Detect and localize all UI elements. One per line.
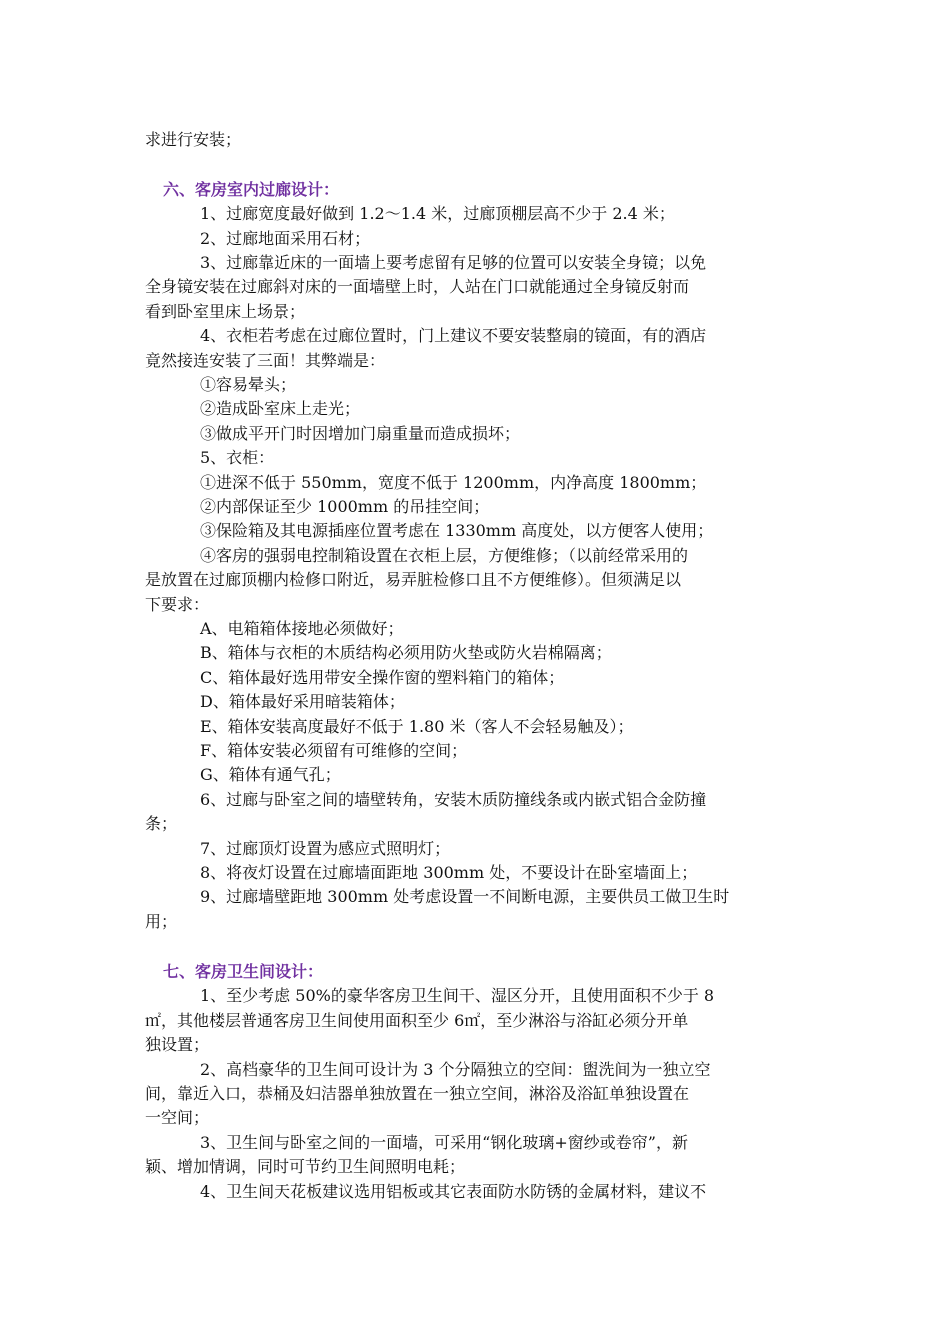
text-line: 8、将夜灯设置在过廊墙面距地 300mm 处，不要设计在卧室墙面上； bbox=[200, 863, 698, 882]
text-line: 条； bbox=[145, 814, 178, 833]
text-line: B、箱体与衣柜的木质结构必须用防火垫或防火岩棉隔离； bbox=[200, 643, 612, 662]
text-line: 看到卧室里床上场景； bbox=[145, 302, 306, 321]
text-line: C、箱体最好选用带安全操作窗的塑料箱门的箱体； bbox=[200, 668, 565, 687]
text-line: 用； bbox=[145, 912, 178, 931]
text-line: ①进深不低于 550mm，宽度不低于 1200mm，内净高度 1800mm； bbox=[200, 473, 707, 492]
text-line: ㎡，其他楼层普通客房卫生间使用面积至少 6㎡，至少淋浴与浴缸必须分开单 bbox=[145, 1011, 689, 1030]
text-line: ②内部保证至少 1000mm 的吊挂空间； bbox=[200, 497, 490, 516]
section-heading-6: 六、客房室内过廊设计： bbox=[163, 180, 340, 199]
text-line: 4、卫生间天花板建议选用铝板或其它表面防水防锈的金属材料，建议不 bbox=[200, 1182, 707, 1201]
text-line: ②造成卧室床上走光； bbox=[200, 399, 361, 418]
text-line: E、箱体安装高度最好不低于 1.80 米（客人不会轻易触及）； bbox=[200, 717, 634, 736]
text-line: 独设置； bbox=[145, 1035, 210, 1054]
text-line: 1、至少考虑 50%的豪华客房卫生间干、湿区分开，且使用面积不少于 8 bbox=[200, 986, 715, 1005]
text-line: 求进行安装； bbox=[145, 130, 242, 149]
text-line: 颖、增加情调，同时可节约卫生间照明电耗； bbox=[145, 1157, 466, 1176]
text-line: 2、过廊地面采用石材； bbox=[200, 229, 371, 248]
text-line: D、箱体最好采用暗装箱体； bbox=[200, 692, 405, 711]
text-line: ③保险箱及其电源插座位置考虑在 1330mm 高度处，以方便客人使用； bbox=[200, 521, 714, 540]
text-line: 6、过廊与卧室之间的墙壁转角，安装木质防撞线条或内嵌式铝合金防撞 bbox=[200, 790, 707, 809]
text-line: 5、衣柜： bbox=[200, 448, 275, 467]
text-line: 竟然接连安装了三面！其弊端是： bbox=[145, 351, 386, 370]
section-heading-7: 七、客房卫生间设计： bbox=[163, 962, 324, 981]
text-line: 3、过廊靠近床的一面墙上要考虑留有足够的位置可以安装全身镜；以免 bbox=[200, 253, 707, 272]
text-line: 9、过廊墙壁距地 300mm 处考虑设置一不间断电源，主要供员工做卫生时 bbox=[200, 887, 730, 906]
text-line: 7、过廊顶灯设置为感应式照明灯； bbox=[200, 839, 451, 858]
text-line: G、箱体有通气孔； bbox=[200, 765, 341, 784]
text-line: 4、衣柜若考虑在过廊位置时，门上建议不要安装整扇的镜面，有的酒店 bbox=[200, 326, 707, 345]
text-line: 一空间； bbox=[145, 1108, 210, 1127]
text-line: 全身镜安装在过廊斜对床的一面墙壁上时，人站在门口就能通过全身镜反射而 bbox=[145, 277, 690, 296]
text-line: F、箱体安装必须留有可维修的空间； bbox=[200, 741, 468, 760]
text-line: 下要求： bbox=[145, 595, 210, 614]
text-line: 1、过廊宽度最好做到 1.2～1.4 米，过廊顶棚层高不少于 2.4 米； bbox=[200, 204, 675, 223]
text-line: ①容易晕头； bbox=[200, 375, 297, 394]
text-line: 2、高档豪华的卫生间可设计为 3 个分隔独立的空间：盥洗间为一独立空 bbox=[200, 1060, 711, 1079]
text-line: 是放置在过廊顶棚内检修口附近，易弄脏检修口且不方便维修）。但须满足以 bbox=[145, 570, 682, 589]
text-line: 间，靠近入口，恭桶及妇洁器单独放置在一独立空间，淋浴及浴缸单独设置在 bbox=[145, 1084, 690, 1103]
text-line: ③做成平开门时因增加门扇重量而造成损坏； bbox=[200, 424, 521, 443]
text-line: A、电箱箱体接地必须做好； bbox=[200, 619, 404, 638]
text-line: ④客房的强弱电控制箱设置在衣柜上层，方便维修；（以前经常采用的 bbox=[200, 546, 689, 565]
text-line: 3、卫生间与卧室之间的一面墙，可采用“钢化玻璃+窗纱或卷帘”，新 bbox=[200, 1133, 688, 1152]
